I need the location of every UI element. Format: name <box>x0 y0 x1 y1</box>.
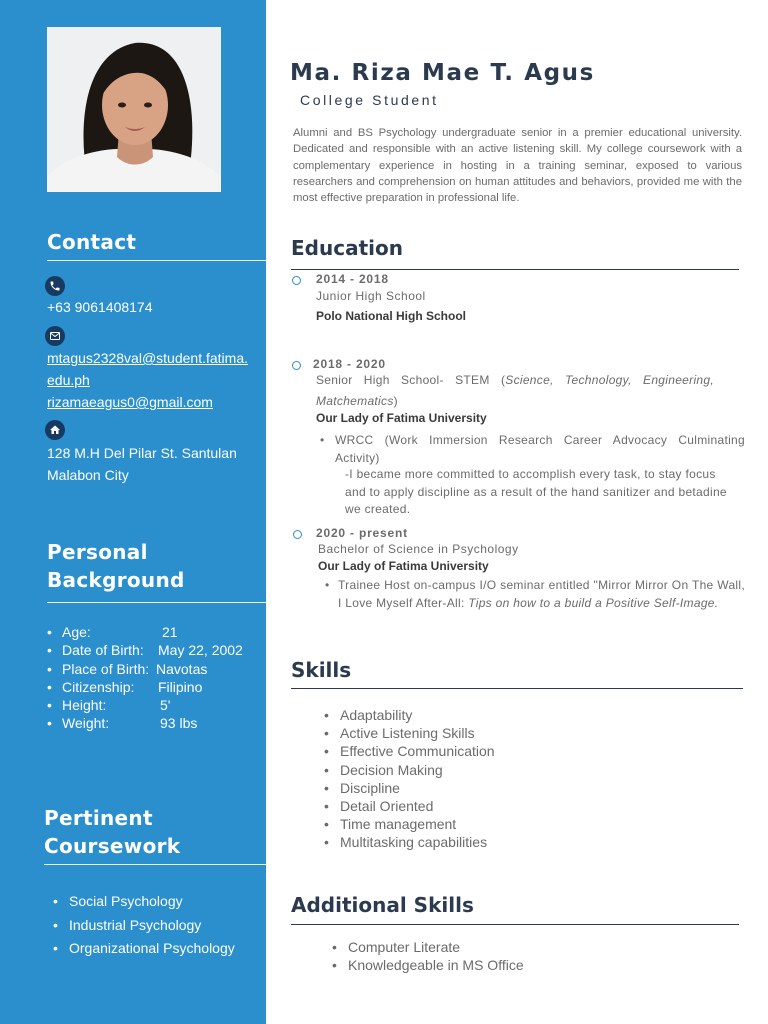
bullet-marker: • <box>325 578 330 592</box>
list-item: • Weight: 93 lbs <box>47 714 243 732</box>
list-item: • Citizenship: Filipino <box>47 678 243 696</box>
education-divider <box>291 269 739 270</box>
skills-heading: Skills <box>291 658 352 682</box>
timeline-dot <box>292 361 301 370</box>
home-icon <box>45 420 65 440</box>
list-item: • Computer Literate <box>332 938 524 956</box>
education-level: Bachelor of Science in Psychology <box>318 542 519 556</box>
education-activity: WRCC (Work Immersion Research Career Advocacy Culminating Activity) <box>335 433 745 465</box>
list-item: • Multitasking capabilities <box>324 833 495 851</box>
list-item: • Effective Communication <box>324 742 495 760</box>
education-activity-detail: -I became more committed to accomplish every task, to stay focus and to apply discipline as a result of the hand sanitizer and betadine we created. <box>345 467 727 516</box>
education-years: 2014 - 2018 <box>316 272 389 286</box>
education-years: 2020 - present <box>316 526 408 540</box>
education-years: 2018 - 2020 <box>313 357 386 371</box>
additional-skills-divider <box>291 924 739 925</box>
additional-skills-heading: Additional Skills <box>291 893 474 917</box>
profile-photo <box>47 27 221 192</box>
coursework-heading: Pertinent Coursework <box>44 806 181 858</box>
contact-emails <box>47 347 257 413</box>
list-item: • Time management <box>324 815 495 833</box>
phone-icon <box>45 276 65 296</box>
contact-heading: Contact <box>47 230 137 254</box>
list-item: • Organizational Psychology <box>53 937 235 961</box>
skills-divider <box>291 688 743 689</box>
bullet-marker: • <box>320 433 325 447</box>
personal-heading: Personal Background <box>47 540 185 592</box>
envelope-icon <box>45 326 65 346</box>
education-activity: Trainee Host on-campus I/O seminar entitled "Mirror Mirror On The Wall, I Love Myself After-All: Tips on how to a build a Positive Self-Image. <box>338 578 745 610</box>
contact-address: 128 M.H Del Pilar St. Santulan Malabon City <box>47 445 237 483</box>
contact-phone: +63 9061408174 <box>47 299 153 315</box>
coursework-list <box>53 890 235 961</box>
timeline-dot <box>293 530 302 539</box>
candidate-name: Ma. Riza Mae T. Agus <box>290 60 595 86</box>
list-item: • Height: 5' <box>47 696 243 714</box>
personal-divider <box>47 602 266 603</box>
education-level: Senior High School- STEM (Science, Technology, Engineering, Matchematics) <box>316 373 714 408</box>
list-item: • Detail Oriented <box>324 797 495 815</box>
list-item: • Decision Making <box>324 761 495 779</box>
candidate-role: College Student <box>300 92 439 108</box>
list-item: • Active Listening Skills <box>324 724 495 742</box>
list-item: • Industrial Psychology <box>53 914 235 938</box>
profile-summary: Alumni and BS Psychology undergraduate senior in a premier educational university. Dedicated and responsible with an active listening skill. My college coursework with a complementary experience in hosting in a training seminar, exposed to various researchers and comprehension on human attitudes and behaviors, provided me with the most effective preparation in professional life. <box>293 127 742 205</box>
contact-divider <box>47 260 266 261</box>
additional-skills-list <box>332 938 524 974</box>
email-link-primary[interactable]: mtagus2328val@student.fatima. edu.ph <box>47 350 248 388</box>
coursework-divider <box>44 864 266 865</box>
list-item: • Social Psychology <box>53 890 235 914</box>
list-item: • Place of Birth: Navotas <box>47 660 243 678</box>
list-item: • Adaptability <box>324 706 495 724</box>
timeline-dot <box>292 276 301 285</box>
education-school: Our Lady of Fatima University <box>316 411 487 425</box>
email-link-secondary[interactable]: rizamaeagus0@gmail.com <box>47 394 213 410</box>
list-item: • Knowledgeable in MS Office <box>332 956 524 974</box>
education-school: Our Lady of Fatima University <box>318 559 489 573</box>
personal-list <box>47 623 243 733</box>
list-item: • Date of Birth: May 22, 2002 <box>47 641 243 659</box>
list-item: • Discipline <box>324 779 495 797</box>
education-heading: Education <box>291 236 403 260</box>
education-level: Junior High School <box>316 289 426 303</box>
list-item: • Age: 21 <box>47 623 243 641</box>
skills-list <box>324 706 495 852</box>
sidebar <box>0 0 266 1024</box>
education-school: Polo National High School <box>316 309 466 323</box>
